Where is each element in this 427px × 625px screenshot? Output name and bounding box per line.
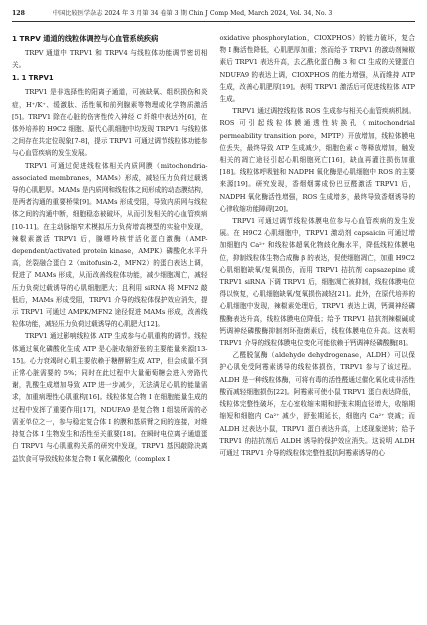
page-header — [12, 10, 415, 22]
body-paragraph: TRPV1 通过影响线粒体 ATP 生成参与心肌重构的调节。线粒体通过氧化磷酸化生成 ATP 是心脏收缩舒张的主要能量来源[13-15]。心力衰竭时心肌主要依赖于糖酵解生成 ATP，但会成量不到正常心脏需要的 5%；同时在此过程中大量葡萄糖会进入旁路代谢，乳酸生成增加导致 ATP 进一步减少，无法满足心肌的能量需求，加重病理性心肌重构[16]。线粒体复合物 I 在细胞能量生成的过程中发挥了重要作用[17]，NDUFA9 是复合物 I 组装所需的必需亚单位之一，参与稳定复合体 I 的膜和基质臂之间的连接，对维持复合体 I 生物发生和活性至关重要[18]。在瞬时电位离子通道蛋白 TRPV1 与心肌重构关系的研究中发现，TRPV1 基因敲除决离益饮食可导致线粒体复合物 I 氧化磷酸化（complex I — [12, 332, 208, 463]
left-column — [12, 32, 208, 465]
right-column — [220, 32, 416, 465]
intro-paragraph: TRPV 通道中 TRPV1 和 TRPV4 与线粒体功能调节密切相关。 — [12, 49, 208, 70]
body-paragraph: TRPV1 是非选择性的阳离子通道，可被缺氧、组织损伤和炎症，H⁺/K⁺、缓激肽、活性氧和前列腺素等物理或化学物质激活[5]。TRPV1 除在心脏的伤害性传入神经 C 纤维中表达外[6]，在体外培养的 H9C2 细胞、原代心肌细胞中均发现 TRPV1 与线粒体之间存在共定位现象[7-8]，提示 TRPV1 可通过调节线粒体功能参与心血管疾病的发生发展。 — [12, 88, 208, 158]
journal-citation: 中国比较医学杂志 2024 年 3 月第 34 卷第 3 期 Chin J Comp Med, March 2024, Vol. 34, No. 3 — [52, 10, 333, 17]
two-column-body — [12, 32, 415, 465]
body-paragraph-continued: oxidative phosphorylation，CIOXPHOS）的能力破坏，复合物 I 酶活性降低，心肌肥厚加重；然而给予 TRPV1 的激动剂辣椒素后 TRPV1 表达升高，去乙酰化蛋白酶 3 和 CI 生成的关键蛋白 NDUFA9 的表达上调，CIOXPHOS 的能力增强，从而维持 ATP 生成，改善心肌肥厚[19]。表明 TRPV1 激活后可促进线粒体 ATP 生成。 — [219, 34, 415, 104]
body-paragraph: TRPV1 通过调控线粒体 ROS 生成参与相关心血管疾病机制。ROS 可引起线粒体膜通透性转换孔（mitochondrial permeability transition pore，MPTP）开放增加，线粒体膜电位丢失，最终导致 ATP 生成减少，细胞色素 c 等释放增加，触发相关的凋亡途径引起心肌细胞死亡[16]，缺血再灌注损伤加重[18]。线粒体呼吸链和 NADPH 氧化酶是心肌细胞中 ROS 的主要来源[19]。研究发现，香烟烟雾成份巴豆醛激活 TRPV1 后，NADPH 氧化酶活性增强，ROS 生成增多，最终导致香烟诱导的心律收缩功能障碍[20]。 — [219, 107, 415, 213]
body-paragraph: 乙醛脱氢酶（aldehyde dehydrogenase，ALDH）可以保护心肌免受阿霉素诱导的线粒体损伤，TRPV1 参与了该过程。ALDH 是一种线粒体酶，可将有毒的活性醛通过催化氧化成非活性酸而减轻细胞损伤[22]。阿霉素可使小鼠 TRPV1 蛋白表达降低，线粒体完整性破坏，左心室收缩末期和舒张末期直径增大，收缩期缩短和细胞内 Ca²⁺ 减少，舒张期延长，细胞内 Ca²⁺ 衰减；而 ALDH 过表达小鼠，TRPV1 蛋白表达升高，上述现象逆转；给予 TRPV1 的拮抗剂后 ALDH 诱导的保护效应消失。这说明 ALDH 可通过 TRPV1 介导的线粒体完整性抵抗阿霉素诱导的心 — [219, 351, 415, 457]
body-paragraph: TRPV1 可通过调节线粒体膜电位参与心血管疾病的发生发展。在 H9C2 心肌细胞中，TRPV1 激动剂 capsaicin 可通过增加细胞内 Ca²⁺ 和线粒体超氧化物歧化酶水平，降低线粒体膜电位，抑制线粒体生物合成酶 β 的表达，促使细胞凋亡，加重 H9C2 心肌细胞缺氧/复氧损伤，而用 TRPV1 拮抗剂 capsazepine 或 TRPV1 siRNA 下调 TRPV1 后，细胞凋亡被抑制，线粒体膜电位得以恢复，心肌细胞缺氧/复氧损伤减轻[21]。此外，在原代培养的心肌细胞中发现，辣椒素处理后，TRPV1 表达上调，钙调神经磷酸酶表达升高，线粒体膜电位降低；给予 TRPV1 拮抗剂辣椒碱或钙调神经磷酸酶抑制剂环孢菌素后，线粒体膜电位升高。这表明 TRPV1 介导的线粒体膜电位变化可能依赖于钙调神经磷酸酶[8]。 — [219, 217, 415, 348]
body-paragraph: TRPV1 可通过促进线粒体相关内质网膜（mitochondria-associated membranes，MAMs）形成，减轻压力负荷过载诱导的心肌肥厚。MAMs 是内质网和线粒体之间形成的动态膜结构，是两者沟通的重要桥梁[9]。MAMs 形成受阻，导致内质网与线粒体之间的沟通中断，细胞稳态被破坏，从而引发相关的心血管疾病[10-11]。在主动脉缩窄术模拟压力负荷增高模型的实验中发现，辣椒素激活 TRPV1 后，腺嘌呤核苷活化蛋白激酶（AMP-dependent/activated protein kinase，AMPK）磷酸化水平升高，丝裂融合蛋白 2（mitofusin-2，MFN2）的蛋白表达上调，促进了 MAMs 形成，从而改善线粒体功能，减少细胞凋亡，减轻压力负荷过载诱导的心肌细胞肥大；且利用 siRNA 将 MFN2 敲低后，MAMs 形成受阻，TRPV1 介导的线粒体保护效应消失，提示 TRPV1 可通过 AMPK/MFN2 途径促进 MAMs 形成，改善线粒体功能，减轻压力负荷过载诱导的心肌肥大[12]。 — [12, 161, 208, 329]
page-number: 128 — [12, 10, 25, 17]
subsection-title: 1. 1 TRPV1 — [12, 74, 54, 83]
section-title: 1 TRPV 通道的线粒体调控与心血管系统疾病 — [12, 34, 159, 43]
